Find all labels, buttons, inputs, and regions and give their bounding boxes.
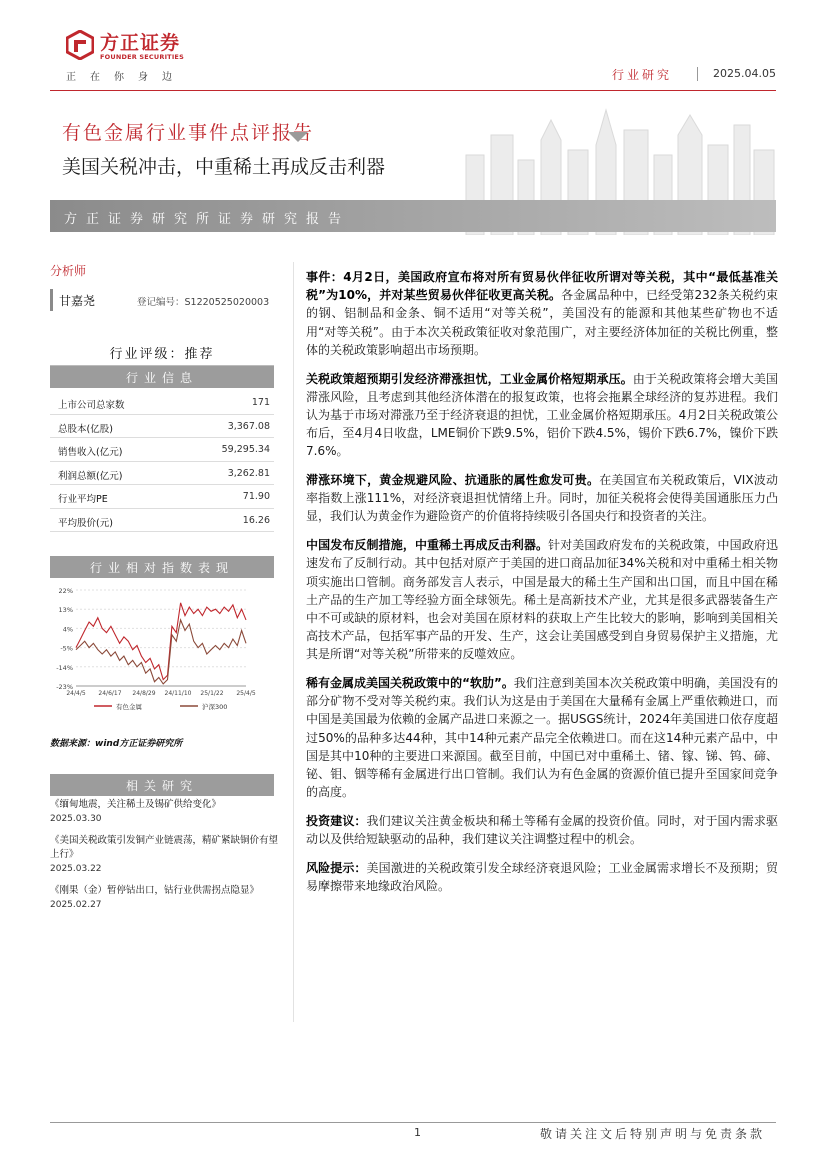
gold-paragraph — [306, 471, 778, 526]
related-date: 2025.03.22 — [50, 864, 102, 874]
y-tick-label: 13% — [58, 606, 73, 615]
related-research-list — [50, 798, 282, 920]
institute-band — [50, 200, 776, 232]
stat-label: 销售收入(亿元) — [58, 447, 123, 458]
x-tick-label: 25/4/5 — [236, 690, 256, 697]
tariff-stagflation-lead: 关税政策超预期引发经济滞涨担忧，工业金属价格短期承压。 — [306, 371, 633, 386]
x-tick-label: 24/4/5 — [66, 690, 86, 697]
y-tick-label: -14% — [56, 663, 73, 672]
investment-advice-text: 我们建议关注黄金板块和稀土等稀有金属的投资价值。同时，对于国内需求驱动以及供给短缺驱动的品种，我们建议关注调整过程中的机会。 — [306, 813, 778, 847]
index-performance-heading: 行业相对指数表现 — [50, 556, 274, 578]
event-lead: 事件：4月2日，美国政府宣布将对所有贸易伙伴征收所谓对等关税，其中“最低基准关税”为10%，并对某些贸易伙伴征收更高关税。 — [306, 270, 778, 303]
analyst-name: 甘嘉尧 — [59, 294, 96, 308]
gold-text: 在美国宣布关税政策后，VIX波动率指数上涨111%，对经济衰退担忧情绪上升。同时，加征关税将会使得美国通胀压力凸显，我们认为黄金作为避险资产的价值将持续吸引各国央行和投资者的关注。 — [306, 473, 778, 524]
report-title: 美国关税冲击，中重稀土再成反击利器 — [62, 156, 386, 178]
report-type: 有色金属行业事件点评报告 — [62, 122, 315, 144]
institute-band-text: 方正证券研究所证券研究报告 — [64, 212, 351, 227]
series-line-1 — [76, 620, 246, 684]
list-item[interactable] — [50, 798, 282, 826]
report-banner — [50, 100, 776, 235]
list-item[interactable] — [50, 884, 282, 912]
list-item[interactable] — [50, 834, 282, 876]
risk-warning-lead: 风险提示： — [306, 860, 367, 875]
analyst-heading: 分析师 — [50, 264, 87, 278]
investment-advice-lead: 投资建议： — [306, 813, 367, 828]
registration-label: 登记编号： — [137, 297, 185, 308]
legend-label: 沪深300 — [202, 703, 228, 711]
rare-metals-lead: 稀有金属成美国关税政策中的“软肋”。 — [306, 676, 514, 691]
series-line-0 — [76, 603, 246, 680]
stat-value: 3,367.08 — [227, 420, 270, 432]
countermeasure-lead: 中国发布反制措施，中重稀土再成反击利器。 — [306, 538, 549, 553]
risk-warning-text: 美国激进的关税政策引发全球经济衰退风险；工业金属需求增长不及预期；贸易摩擦带来地缘政治风险。 — [306, 860, 778, 894]
table-row — [50, 462, 274, 486]
chart-source: 数据来源：wind方正证券研究所 — [50, 739, 183, 749]
header-divider — [50, 90, 776, 91]
disclaimer-note: 敬请关注文后特别声明与免责条款 — [540, 1127, 766, 1141]
countermeasure-text: 针对美国政府发布的关税政策，中国政府迅速发布了反制行动。其中包括对原产于美国的进口商品加征34%关税和对中重稀土相关物项实施出口管制。商务部发言人表示，中国是最大的稀土生产国和出口国，而且中国在稀土产品的生产加工等经验方面全球领先。稀土是高新技术产业，尤其是很多武器装备生产中不可或缺的原材料，也会对美国在原材料的获取上产生比较大的影响，影响到美国相关高技术产品，包括军事产品的开发、生产，这会让美国感受到自身贸易保护主义措施，尤其是所谓“对等关税”所带来的反噬效应。 — [306, 538, 778, 662]
slogan: 正在你身边 — [66, 72, 186, 83]
table-row — [50, 415, 274, 439]
related-research-heading: 相关研究 — [50, 774, 274, 796]
analyst-registration — [137, 294, 269, 308]
logo-text-en: FOUNDER SECURITIES — [100, 53, 184, 61]
y-tick-label: 22% — [58, 587, 73, 595]
rare-metals-paragraph — [306, 674, 778, 801]
industry-info-table — [50, 391, 274, 532]
y-tick-label: -23% — [56, 683, 73, 691]
event-paragraph — [306, 268, 778, 359]
x-tick-label: 24/8/29 — [132, 690, 156, 697]
related-title[interactable]: 《缅甸地震，关注稀土及锡矿供给变化》 — [50, 799, 222, 810]
investment-advice-paragraph — [306, 812, 778, 848]
x-tick-label: 24/11/10 — [164, 690, 192, 697]
event-text: 各金属品种中，已经受第232条关税约束的钢、铝制品和金条、铜不适用“对等关税”，美国没有的能源和其他某些矿物也不适用“对等关税”。由于本次关税政策征收对象范围广，对主要经济体加征的关税比例重，整体的关税政策影响超出市场预期。 — [306, 288, 778, 357]
page-number: 1 — [414, 1126, 421, 1139]
rare-metals-text: 我们注意到美国本次关税政策中明确，美国没有的部分矿物不受对等关税约束。我们认为这是由于美国在大量稀有金属上严重依赖进口，而中国是美国最为依赖的金属产品进口来源之一。据USGS统计，2024年美国进口依存度超过50%的品种多达44种，其中14种元素产品完全依赖进口。而在这14种元素产品中，中国是其中10种的主要进口来源国。截至目前，中国已对中重稀土、锗、镓、锑、钨、碲、铋、钼、铟等稀有金属进行出口管制。我们认为有色金属的资源价值已提升至国家间竞争的高度。 — [306, 676, 778, 800]
industry-info-heading: 行业信息 — [50, 366, 274, 388]
table-row — [50, 509, 274, 533]
analyst-row — [50, 289, 274, 311]
table-row — [50, 391, 274, 415]
registration-number: S1220525020003 — [184, 297, 270, 308]
related-date: 2025.02.27 — [50, 900, 102, 910]
stat-value: 59,295.34 — [221, 444, 270, 455]
industry-rating: 行业评级：推荐 — [50, 340, 274, 366]
stat-value: 3,262.81 — [227, 467, 270, 479]
index-chart-svg — [50, 582, 274, 728]
founder-logo-icon — [66, 30, 94, 60]
stat-value: 16.26 — [242, 514, 270, 526]
table-row — [50, 485, 274, 509]
stat-label: 利润总额(亿元) — [58, 470, 123, 482]
tariff-stagflation-text: 由于关税政策将会增大美国滞涨风险，且考虑到其他经济体潜在的报复政策，也将会拖累全球经济的复苏进程。我们认为基于市场对滞涨乃至于经济衰退的担忧，工业金属价格短期承压。4月2日关税政策公布后，至4月4日收盘，LME铜价下跌9.5%，铝价下跌4.5%，锡价下跌6.7%，镍价下跌7.6%。 — [306, 371, 778, 459]
tariff-stagflation-paragraph — [306, 370, 778, 461]
stat-label: 行业平均PE — [58, 494, 108, 505]
footer-divider — [50, 1122, 776, 1123]
band-pointer-icon — [288, 132, 308, 142]
related-date: 2025.03.30 — [50, 814, 102, 824]
risk-warning-paragraph — [306, 859, 778, 895]
related-title[interactable]: 《美国关税政策引发铜产业链震荡，精矿紧缺铜价有望上行》 — [50, 835, 279, 860]
table-row — [50, 438, 274, 462]
related-title[interactable]: 《刚果（金）暂停钴出口，钴行业供需拐点隐显》 — [50, 885, 260, 896]
x-tick-label: 25/1/22 — [200, 690, 224, 697]
stat-label: 总股本(亿股) — [58, 423, 113, 435]
stat-label: 平均股价(元) — [58, 517, 113, 529]
report-date: 2025.04.05 — [713, 67, 776, 80]
report-body — [306, 268, 778, 906]
legend-label: 有色金属 — [116, 703, 142, 711]
stat-label: 上市公司总家数 — [58, 400, 125, 411]
countermeasure-paragraph — [306, 536, 778, 663]
y-tick-label: -5% — [60, 644, 73, 653]
report-category: 行业研究 — [612, 68, 673, 82]
logo-text-cn: 方正证券 — [100, 32, 181, 54]
x-tick-label: 24/6/17 — [98, 690, 122, 697]
stat-value: 71.90 — [242, 491, 270, 502]
gold-lead: 滞涨环境下，黄金规避风险、抗通胀的属性愈发可贵。 — [306, 473, 600, 488]
header-separator — [697, 67, 698, 81]
y-tick-label: 4% — [62, 625, 73, 634]
stat-value: 171 — [251, 397, 270, 408]
index-chart — [50, 582, 274, 728]
column-divider — [293, 262, 294, 1022]
